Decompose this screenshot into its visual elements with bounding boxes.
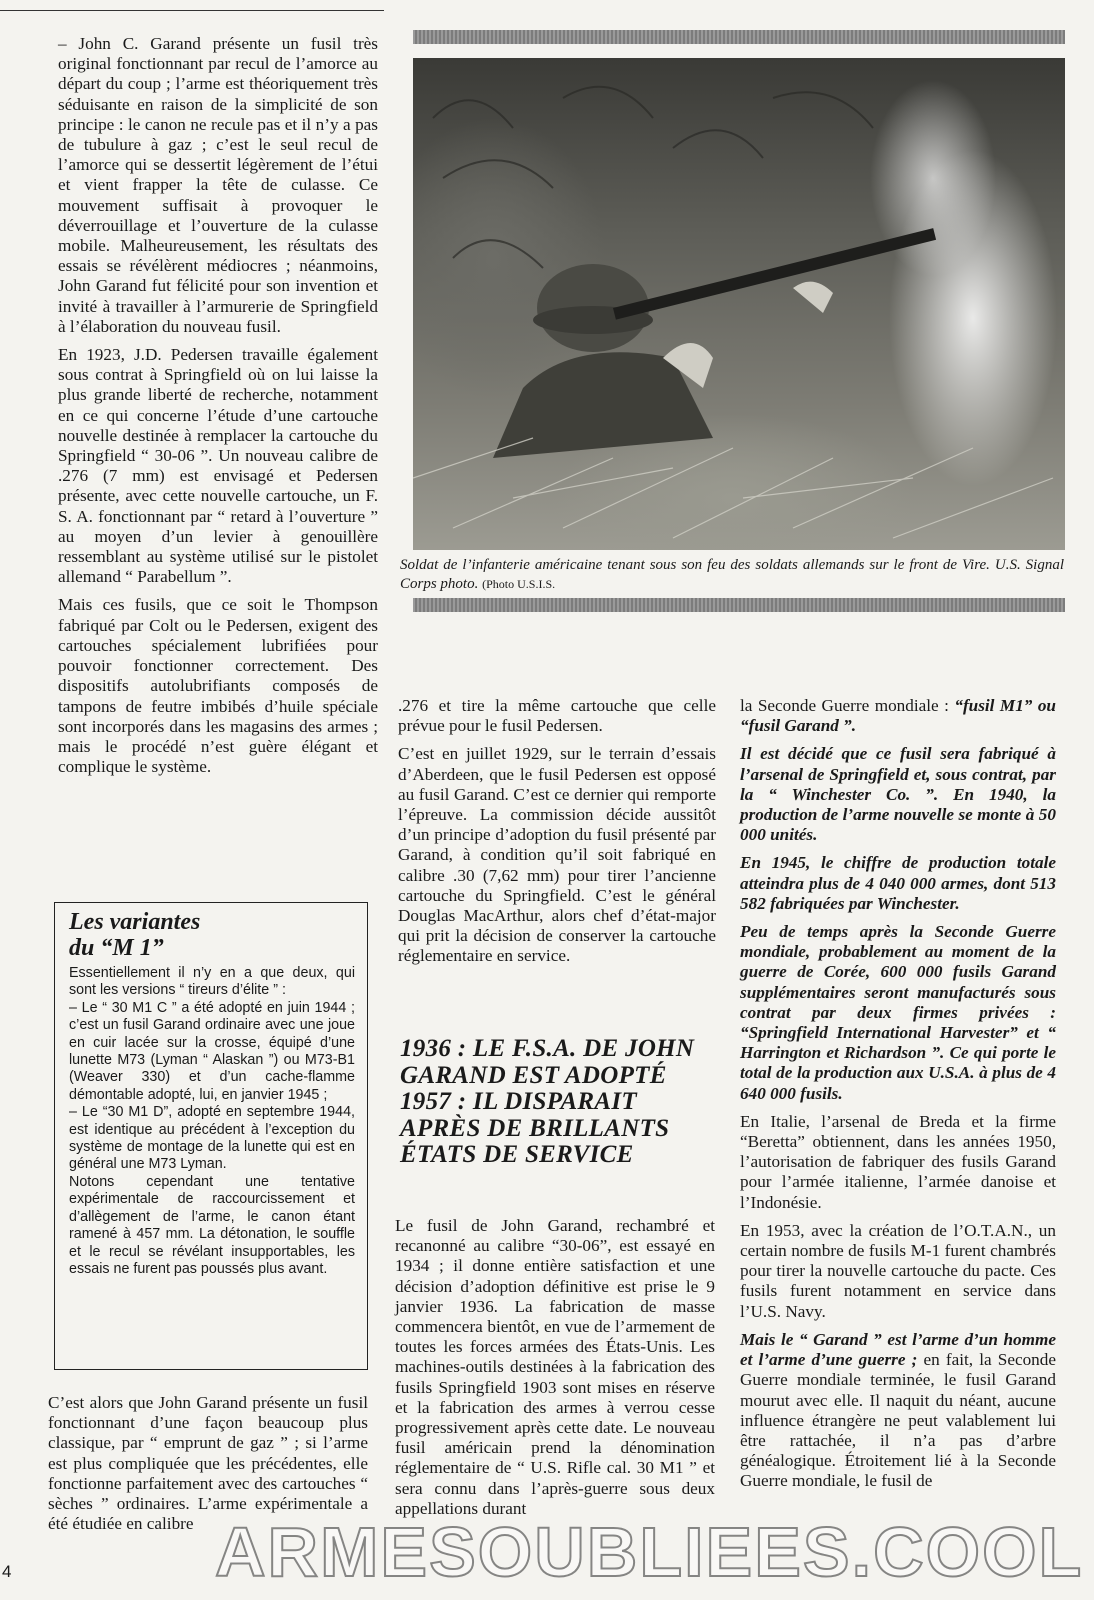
page-number: 4 [2,1562,12,1581]
paragraph [740,1330,1056,1492]
section-headline: 1936 : LE F.S.A. DE JOHN GARAND EST ADOPTÉ 1957 : IL DISPARAIT APRÈS DE BRILLANTS ÉTATS DE SERVICE [400,1035,695,1168]
sidebar-variants-box [54,902,368,1370]
sidebar-title-line1: Les variantes [69,909,201,935]
paragraph: En 1923, J.D. Pedersen travaille également sous contrat à Springfield où on lui laisse la plus grande liberté de recherche, notamment en ce qui concerne l’étude d’une cartouche nouvelle destinée à remplacer la cartouche du Springfield “ 30-06 ”. Un nouveau calibre de .276 (7 mm) est envisagé et Pedersen présente, avec cette nouvelle cartouche, un F. S. A. fonctionnant par “ retard à l’ouverture ” au moyen d’un levier à genouillère ressemblant au système utilisé sur le pistolet allemand “ Parabellum ”. [58,345,378,587]
paragraph [740,696,1056,736]
sidebar-paragraph: Notons cependant une tentative expérimentale de raccourcissement et d’allègement de l’arme, le canon étant ramené à 457 mm. La détonation, le souffle et le recul se révélant insupportables, les essais ne furent pas poussés plus avant. [69,1173,355,1277]
paragraph: En 1945, le chiffre de production totale atteindra plus de 4 040 000 armes, dont 513 582 fabriquées par Winchester. [740,853,1056,913]
sidebar-paragraph: – Le “30 M1 D”, adopté en septembre 1944, est identique au précédent à l’exception du système de montage de la lunette qui est en général une M73 Lyman. [69,1104,355,1173]
paragraph: Il est décidé que ce fusil sera fabriqué à l’arsenal de Springfield et, sous contrat, par la “ Winchester Co. ”. En 1940, la production de l’arme nouvelle se monte à 50 000 unités. [740,744,1056,845]
soldier-photo [413,58,1065,550]
caption-credit: (Photo U.S.I.S. [482,577,556,591]
rifle-names: “fusil M1” ou “fusil Garand ”. [740,696,1056,736]
photo-caption [400,556,1064,594]
sidebar-title [69,909,355,961]
column-2-bottom [395,1216,715,1527]
paragraph: En 1953, avec la création de l’O.T.A.N., un certain nombre de fusils M-1 furent chambrés pour tirer la nouvelle cartouche du pacte. Ces fusils furent notamment en service dans l’U.S. Navy. [740,1220,1056,1321]
photo-top-bar [413,30,1065,44]
photo-bottom-bar [413,598,1065,612]
emphasis: Mais le “ Garand ” est l’arme d’un homme et l’arme d’une guerre ; [740,1329,1056,1370]
paragraph: Peu de temps après la Seconde Guerre mondiale, probablement au moment de la guerre de Corée, 600 000 fusils Garand supplémentaires seront manufacturés sous contrat par deux firmes privées : “Springfield International Harvester” et “ Harrington et Richardson ”. Ce qui porte le total de la production aux U.S.A. à plus de 4 640 000 fusils. [740,922,1056,1103]
column-1-top [58,34,378,785]
paragraph: – John C. Garand présente un fusil très original fonctionnant par recul de l’amorce au départ du coup ; l’arme est théoriquement très séduisante en raison de la simplicité de son principe : le canon ne recule pas et il n’y a pas de tubulure à gaz ; c’est le seul recul de l’amorce qui se dessertit légèrement de l’étui et vient frapper la tête de culasse. Ce mouvement suffisait à provoquer le déverrouillage et l’ouverture de la culasse mobile. Malheureusement, les résultats des essais se révélèrent médiocres ; néanmoins, John Garand fut félicité pour son invention et invité à travailler à l’armurerie de Springfield à l’élaboration du nouveau fusil. [58,34,378,336]
watermark: ARMESOUBLIEES.COOL [215,1513,1084,1591]
paragraph-start: la Seconde Guerre mondiale : [740,696,955,715]
paragraph: En Italie, l’arsenal de Breda et la firme “Beretta” obtiennent, dans les années 1950, l’autorisation de fabriquer des fusils Garand pour l’armée italienne, l’armée danoise et l’Indonésie. [740,1111,1056,1212]
soldier-photo-drawing [413,58,1065,550]
paragraph: C’est en juillet 1929, sur le terrain d’essais d’Aberdeen, que le fusil Pedersen est opposé au fusil Garand. C’est ce dernier qui remporte l’épreuve. La commission décide aussitôt d’un principe d’adoption du fusil présenté par Garand, à condition qu’il soit fabriqué en calibre .30 (7,62 mm) pour tirer l’ancienne cartouche du Springfield. C’est le général Douglas MacArthur, alors chef d’état-major qui prit la décision de conserver la cartouche réglementaire en service. [398,744,716,966]
caption-text: Soldat de l’infanterie américaine tenant sous son feu des soldats allemands sur le front de Vire. U.S. Signal Corps photo. [400,557,1064,592]
sidebar-title-line2: du “M 1” [69,935,164,961]
top-rule [0,10,384,11]
paragraph: Le fusil de John Garand, rechambré et recanonné au calibre “30-06”, est essayé en 1934 ; il donne entière satisfaction et une décision d’adoption définitive est prise le 9 janvier 1936. La fabrication de masse commencera bientôt, en vue de l’armement de toutes les forces armées des États-Unis. Les machines-outils destinées à la fabrication des fusils Springfield 1903 sont mises en réserve et la fabrication des armes à verrou cesse progressivement après cette date. Le nouveau fusil américain prend la dénomination réglementaire de “ U.S. Rifle cal. 30 M1 ” et sera connu dans l’après-guerre sous deux appellations durant [395,1216,715,1518]
paragraph: C’est alors que John Garand présente un fusil fonctionnant d’une façon beaucoup plus classique, par “ emprunt de gaz ” ; si l’arme est plus compliquée que les précédentes, elle fonctionne parfaitement avec des cartouches “ sèches ” ordinaires. L’arme expérimentale a été étudiée en calibre [48,1393,368,1534]
column-2-top [398,696,716,975]
sidebar-paragraph: Essentiellement il n’y en a que deux, qui sont les versions “ tireurs d’élite ” : [69,965,355,999]
paragraph-rest: en fait, la Seconde Guerre mondiale terminée, le fusil Garand mourut avec elle. Il naquit du néant, aucune influence étrangère ne peut valablement lui être rattachée, il n’a pas d’arbre généalogique. Étroitement lié à la Seconde Guerre mondiale, le fusil de [740,1350,1056,1491]
paragraph: .276 et tire la même cartouche que celle prévue pour le fusil Pedersen. [398,696,716,736]
column-3 [740,696,1056,1500]
paragraph: Mais ces fusils, que ce soit le Thompson fabriqué par Colt ou le Pedersen, exigent des cartouches spécialement lubrifiées pour pouvoir fonctionner correctement. Des dispositifs autolubrifiants composés de tampons de feutre imbibés d’huile spéciale sont incorporés dans les magasins des armes ; mais le procédé n’est guère élégant et complique le système. [58,595,378,777]
sidebar-paragraph: – Le “ 30 M1 C ” a été adopté en juin 1944 ; c’est un fusil Garand ordinaire avec une joue en cuir lacée sur la crosse, équipé d’une lunette M73 (Lyman “ Alaskan ”) ou M73-B1 (Weaver 330) et d’un cache-flamme démontable adopté, lui, en janvier 1945 ; [69,999,355,1103]
